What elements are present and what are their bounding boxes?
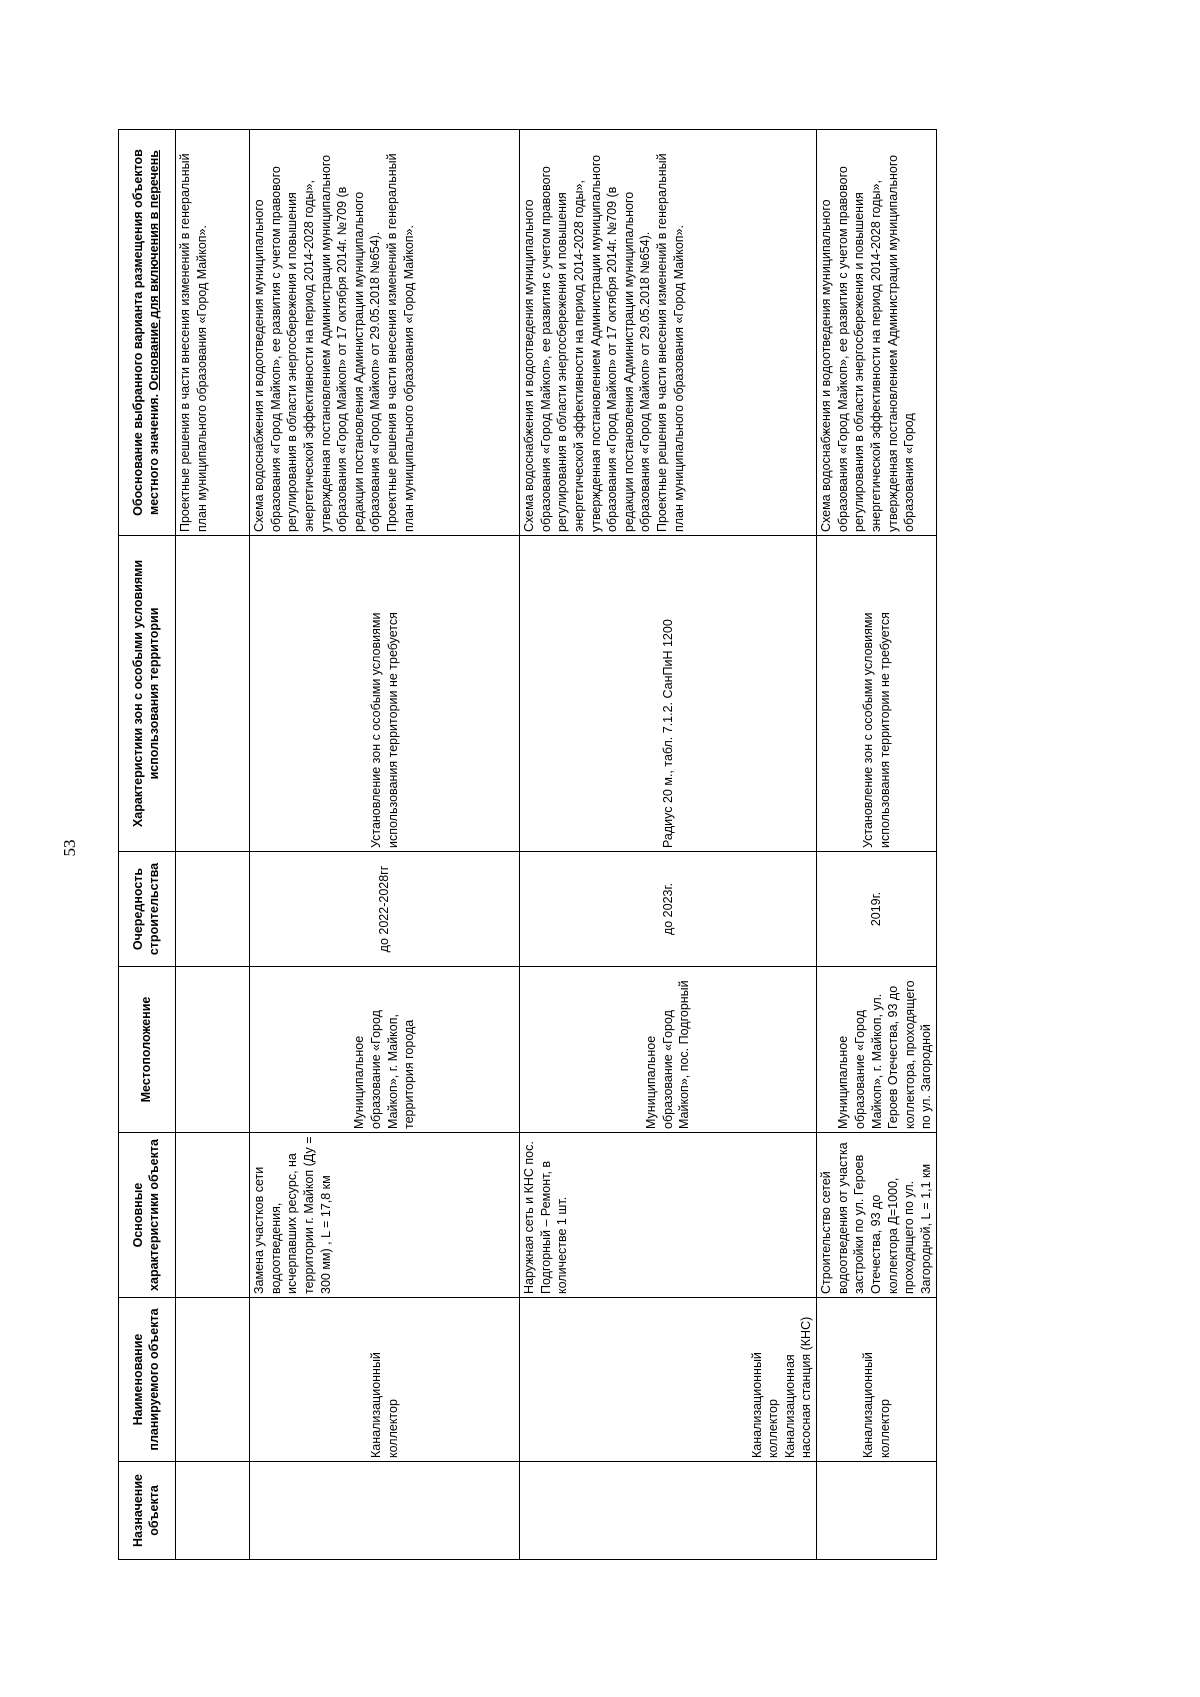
cell-location: Муниципальное образование «Город Майкоп», пос. Подгорный [520,967,817,1133]
cell-zones [176,536,250,852]
table-row [250,130,520,1560]
cell-stage: 2019г. [817,852,937,967]
table-row [817,130,937,1560]
header-location: Местоположение [119,967,176,1133]
cell-zones: Радиус 20 м., табл. 7.1.2. СанПиН 1200 [520,536,817,852]
cell-location [176,967,250,1133]
header-characteristics: Основные характеристики объекта [119,1133,176,1298]
cell-justification: Схема водоснабжения и водоотведения муниципального образования «Город Майкоп», ее развития с учетом правового регулирования в области энергосбережения и повышения энергетической эффективности на период 2014-2028 годы», утвержденная постановлением Администрации муниципального образования «Город [817,130,937,536]
cell-characteristics: Наружная сеть и КНС пос. Подгорный – Ремонт, в количестве 1 шт. [520,1133,817,1298]
header-row [119,130,176,1560]
header-justification-line1: Обоснование выбранного варианта размещения объектов местного значения. [131,149,161,516]
objects-table [118,129,937,1560]
cell-characteristics: Строительство сетей водоотведения от участка застройки по ул. Героев Отечества, 93 до коллектора Д=1000, проходящего по ул. Загородной, L = 1,1 км [817,1133,937,1298]
header-name: Наименование планируемого объекта [119,1298,176,1462]
header-stage: Очередность строительства [119,852,176,967]
cell-stage: до 2022-2028гг [250,852,520,967]
cell-purpose [817,1462,937,1560]
header-zones: Характеристики зон с особыми условиями использования территории [119,536,176,852]
cell-zones: Установление зон с особыми условиями использования территории не требуется [250,536,520,852]
table-row [520,130,817,1560]
cell-name: Канализационный коллектор Канализационная насосная станция (КНС) [520,1298,817,1462]
cell-purpose [176,1462,250,1560]
cell-name: Канализационный коллектор [250,1298,520,1462]
cell-purpose [250,1462,520,1560]
page-number: 53 [60,839,79,857]
cell-purpose [520,1462,817,1560]
rotated-table-container [118,130,1058,1560]
cell-justification: Схема водоснабжения и водоотведения муниципального образования «Город Майкоп», ее развития с учетом правового регулирования в области энергосбережения и повышения энергетической эффективности на период 2014-2028 годы», утвержденная постановлением Администрации муниципального образования «Город Майкоп» от 17 октября 2014г. №709 (в редакции постановления Администрации муниципального образования «Город Майкоп» от 29.05.2018 №654). Проектные решения в части внесения изменений в генеральный план муниципального образования «Город Майкоп». [250,130,520,536]
cell-justification: Проектные решения в части внесения изменений в генеральный план муниципального образования «Город Майкоп». [176,130,250,536]
cell-location: Муниципальное образование «Город Майкоп», г. Майкоп, ул. Героев Отечества, 93 до коллектора, проходящего по ул. Загородной [817,967,937,1133]
cell-location: Муниципальное образование «Город Майкоп», г. Майкоп, территория города [250,967,520,1133]
header-justification [119,130,176,536]
cell-characteristics: Замена участков сети водоотведения, исчерпавших ресурс, на территории г. Майкоп (Ду = 300 мм) , L = 17,8 км [250,1133,520,1298]
table-row [176,130,250,1560]
cell-stage: до 2023г. [520,852,817,967]
cell-characteristics [176,1133,250,1298]
header-purpose: Назначение объекта [119,1462,176,1560]
cell-justification: Схема водоснабжения и водоотведения муниципального образования «Город Майкоп», ее развития с учетом правового регулирования в области энергосбережения и повышения энергетической эффективности на период 2014-2028 годы», утвержденная постановлением Администрации муниципального образования «Город Майкоп» от 17 октября 2014г. №709 (в редакции постановления Администрации муниципального образования «Город Майкоп» от 29.05.2018 №654). Проектные решения в части внесения изменений в генеральный план муниципального образования «Город Майкоп». [520,130,817,536]
header-justification-line2: Основание для включения в перечень [147,150,161,391]
cell-zones: Установление зон с особыми условиями использования территории не требуется [817,536,937,852]
cell-name [176,1298,250,1462]
cell-name: Канализационный коллектор [817,1298,937,1462]
cell-stage [176,852,250,967]
